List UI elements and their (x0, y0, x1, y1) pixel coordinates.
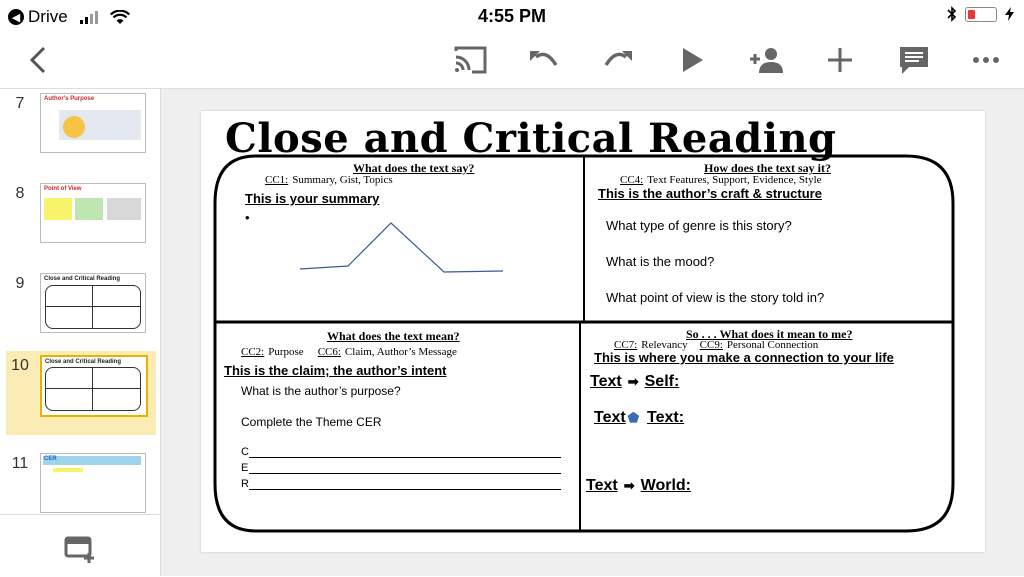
redo-icon (600, 45, 636, 75)
slide-number: 7 (15, 95, 25, 112)
q3-heading: What does the text mean? (327, 329, 460, 343)
slide-preview (40, 453, 146, 513)
clock: 4:55 PM (477, 6, 547, 26)
bluetooth-icon (947, 6, 957, 22)
editor-toolbar (0, 32, 1024, 89)
thumb-title: Close and Critical Reading (45, 359, 122, 365)
slide-number: 8 (15, 185, 25, 202)
slide-preview (40, 273, 146, 333)
q2-standard: CC4: Text Features, Support, Evidence, Style (620, 174, 822, 186)
arrow-right-icon: ➡ (627, 374, 639, 389)
q3-standard: CC2: Purpose CC6: Claim, Author’s Message (241, 346, 457, 358)
more-button[interactable] (966, 42, 1006, 78)
cast-button[interactable] (450, 42, 490, 78)
insert-button[interactable] (820, 42, 860, 78)
undo-button[interactable] (524, 42, 564, 78)
q3-question: What is the author’s purpose? (241, 384, 401, 398)
filmstrip-footer (0, 514, 160, 577)
back-app-name: Drive (28, 7, 68, 26)
cer-claim-line[interactable]: C (241, 446, 561, 460)
q1-bullet: • (245, 210, 250, 225)
slide-number: 9 (15, 275, 25, 292)
thumb-title: CER (44, 456, 57, 462)
slide-title[interactable]: Close and Critical Reading (225, 115, 837, 162)
text-to-text: Text ⬟ Text: (594, 409, 685, 426)
q1-heading: What does the text say? (353, 161, 475, 175)
q2-heading: How does the text say it? (704, 161, 831, 175)
comment-icon (897, 44, 931, 76)
q3-label: This is the claim; the author’s intent (224, 363, 447, 378)
new-slide-icon (64, 535, 98, 565)
insert-icon (825, 45, 855, 75)
text-to-world: Text ➡ World: (586, 477, 691, 494)
share-icon (747, 45, 785, 75)
back-button[interactable] (20, 40, 56, 80)
charging-icon (1005, 7, 1014, 21)
q1-label: This is your summary (245, 191, 380, 206)
present-icon (677, 45, 707, 75)
slide-preview (40, 93, 146, 153)
q4-label: This is where you make a connection to your life (594, 350, 894, 365)
slide-canvas (161, 89, 1024, 576)
thumb-title: Author's Purpose (44, 96, 95, 102)
cer-reasoning-line[interactable]: R (241, 478, 561, 492)
redo-button[interactable] (598, 42, 638, 78)
q4-heading: So . . . What does it mean to me? (686, 327, 853, 341)
new-slide-button[interactable] (64, 535, 98, 570)
cast-icon (452, 45, 488, 75)
slide-thumbnail-10[interactable] (6, 351, 156, 435)
q2-question-3: What point of view is the story told in? (606, 290, 825, 305)
status-bar (0, 0, 1024, 32)
q2-question-2: What is the mood? (606, 254, 715, 269)
slide-number: 11 (11, 455, 29, 472)
q3-instruction: Complete the Theme CER (241, 415, 382, 429)
slide-thumbnail-9[interactable] (6, 269, 156, 353)
q2-question-1: What type of genre is this story? (606, 218, 792, 233)
slide-preview (40, 183, 146, 243)
thumb-title: Point of View (44, 186, 82, 192)
battery-icon (965, 7, 997, 22)
slide-preview (40, 355, 148, 417)
q4-standard: CC7: Relevancy CC9: Personal Connection (614, 339, 819, 351)
share-button[interactable] (746, 42, 786, 78)
more-icon (971, 55, 1001, 65)
slide-thumbnail-7[interactable] (6, 89, 156, 173)
slide-number: 10 (11, 357, 29, 374)
undo-icon (526, 45, 562, 75)
arrow-right-icon: ➡ (623, 478, 635, 493)
back-icon (20, 40, 56, 80)
current-slide[interactable] (201, 111, 985, 552)
cer-evidence-line[interactable]: E (241, 462, 561, 476)
slide-thumbnail-8[interactable] (6, 179, 156, 263)
pentagon-arrow-icon: ⬟ (627, 410, 640, 425)
story-arc-line (300, 223, 503, 272)
thumb-title: Close and Critical Reading (44, 276, 121, 282)
present-button[interactable] (672, 42, 712, 78)
comment-button[interactable] (894, 42, 934, 78)
slide-filmstrip (0, 89, 161, 576)
back-arrow-icon: ◀ (8, 9, 24, 25)
q1-standard: CC1: Summary, Gist, Topics (265, 174, 393, 186)
text-to-self: Text ➡ Self: (590, 373, 680, 390)
q2-label: This is the author’s craft & structure (598, 186, 822, 201)
